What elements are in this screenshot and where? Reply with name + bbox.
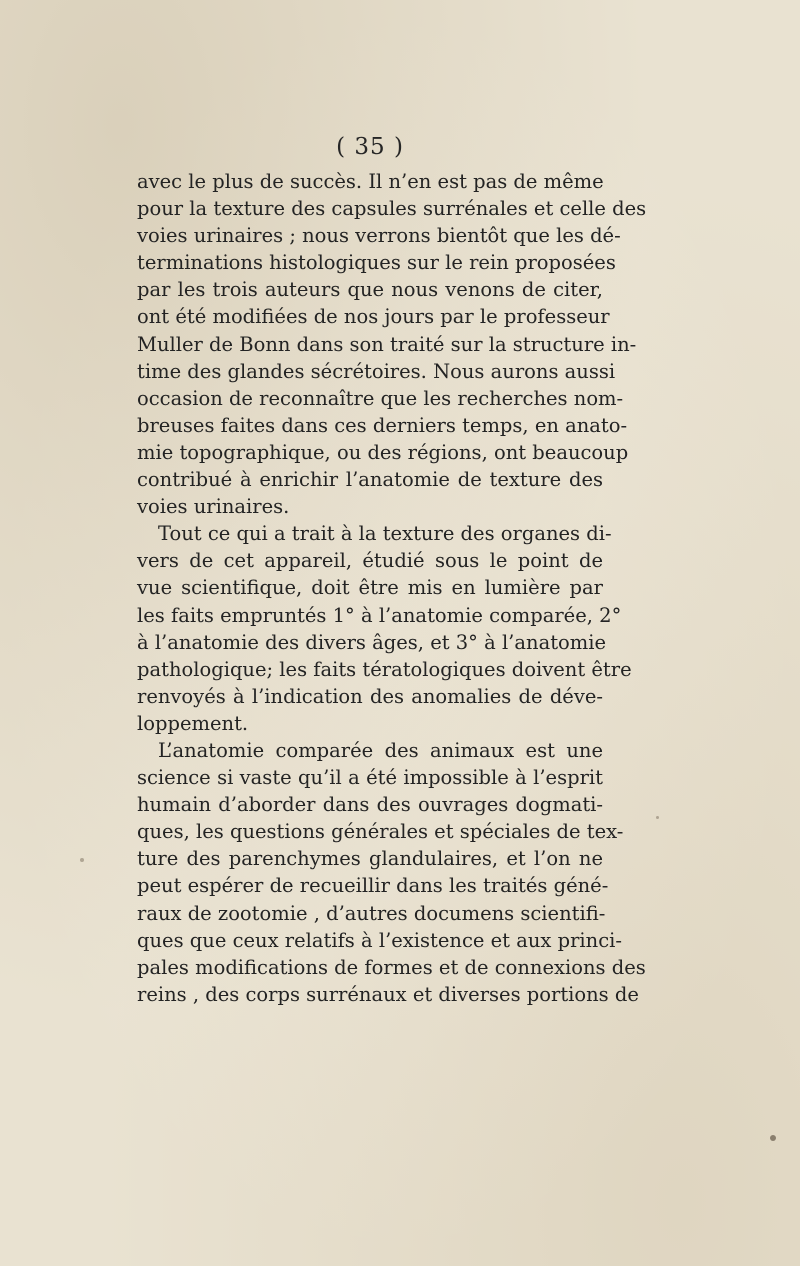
body-text [137, 168, 647, 1008]
text-line: Muller de Bonn dans son traité sur la structure in- [137, 332, 637, 356]
text-line: peut espérer de recueillir dans les traités géné- [137, 874, 609, 898]
text-line: science si vaste qu’il a été impossible à l’esprit [137, 766, 603, 790]
text-line: voies urinaires. [137, 495, 290, 519]
text-line: ture des parenchymes glandulaires, et l’on ne [137, 847, 603, 871]
text-line: pales modifications de formes et de connexions des [137, 955, 646, 979]
text-line: par les trois auteurs que nous venons de citer, [137, 278, 603, 302]
text-line: avec le plus de succès. Il n’en est pas de même [137, 170, 604, 193]
text-line: humain d’aborder dans des ouvrages dogmati- [137, 793, 603, 817]
text-line: L’anatomie comparée des animaux est une [158, 738, 603, 762]
text-line: breuses faites dans ces derniers temps, en anato- [137, 413, 628, 437]
paper-spot [770, 1135, 776, 1141]
text-line: ont été modifiées de nos jours par le professeur [137, 305, 610, 329]
text-line: occasion de reconnaître que les recherches nom- [137, 386, 624, 410]
text-line: time des glandes sécrétoires. Nous aurons aussi [137, 359, 616, 383]
text-line: Tout ce qui a trait à la texture des organes di- [158, 522, 612, 546]
paper-spot [80, 858, 84, 862]
text-line: raux de zootomie , d’autres documens scientifi- [137, 901, 606, 925]
paper-spot [656, 816, 659, 819]
text-line: ques que ceux relatifs à l’existence et aux princi- [137, 928, 622, 952]
text-line: pour la texture des capsules surrénales et celle des [137, 197, 647, 221]
text-line: mie topographique, ou des régions, ont beaucoup [137, 440, 629, 464]
page-number: ( 35 ) [336, 134, 404, 160]
text-line: à l’anatomie des divers âges, et 3° à l’anatomie [137, 630, 607, 654]
text-line: loppement. [137, 711, 249, 735]
text-line: ques, les questions générales et spéciales de tex- [137, 820, 624, 844]
text-line: vue scientifique, doit être mis en lumière par [137, 576, 603, 600]
text-line: contribué à enrichir l’anatomie de texture des [137, 468, 603, 492]
text-line: terminations histologiques sur le rein proposées [137, 251, 616, 275]
text-line: vers de cet appareil, étudié sous le point de [137, 549, 603, 573]
text-line: reins , des corps surrénaux et diverses portions de [137, 982, 639, 1006]
text-line: renvoyés à l’indication des anomalies de déve- [137, 684, 603, 708]
text-line: pathologique; les faits tératologiques doivent être [137, 657, 632, 681]
text-line: les faits empruntés 1° à l’anatomie comparée, 2° [137, 603, 622, 627]
text-line: voies urinaires ; nous verrons bientôt que les dé- [137, 224, 621, 248]
